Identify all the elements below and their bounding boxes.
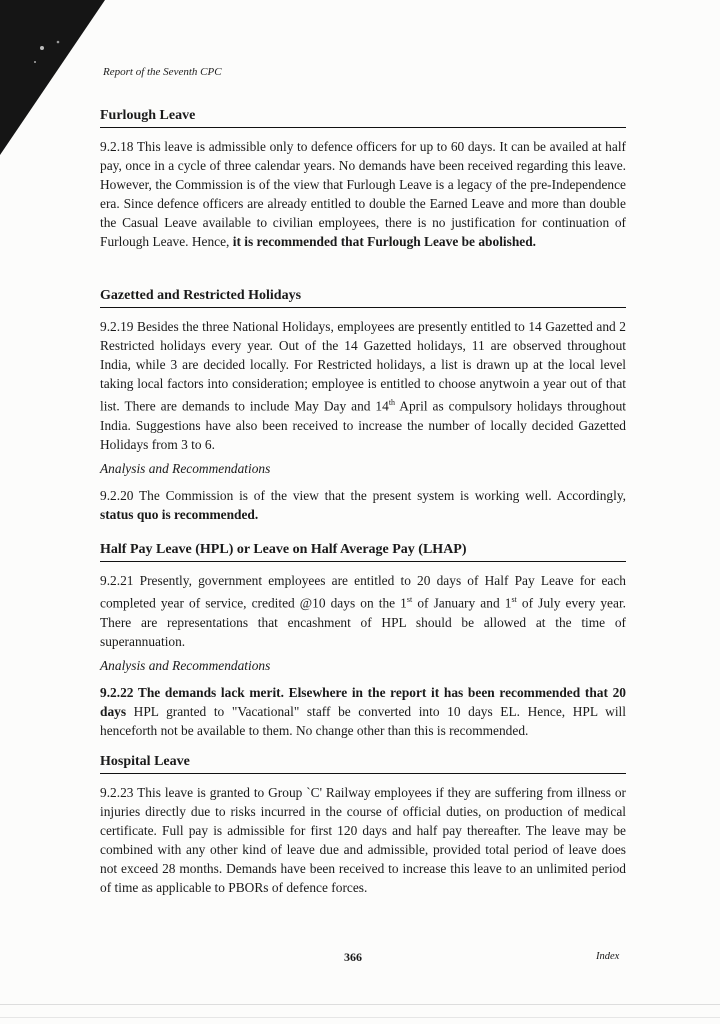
paragraph-9-2-21: 9.2.21 Presently, government employees are entitled to 20 days of Half Pay Leave for each completed year of service, credited @10 days on the 1st of January and 1st of July every year. There are representations that encashment of HPL should be allowed at the time of superannuation. bbox=[100, 573, 627, 649]
section-heading: Half Pay Leave (HPL) or Leave on Half Average Pay (LHAP) bbox=[100, 542, 626, 562]
subheading-analysis: Analysis and Recommendations bbox=[100, 461, 271, 477]
scan-artifact-line bbox=[0, 1004, 720, 1005]
paragraph-9-2-19: 9.2.19 Besides the three National Holidays, employees are presently entitled to 14 Gazetted and 2 Restricted holidays every year. Out of the 14 Gazetted holidays, 11 are observed throughout India, while 3 are decided locally. For Restricted holidays, a list is drawn up at the local level taking local factors into consideration; employee is entitled to choose anytwoin a year out of that list. There are demands to include May Day and 14th April as compulsory holidays throughout India. Suggestions have also been received to increase the number of locally decided Gazetted Holidays from 3 to 6. bbox=[100, 319, 626, 453]
paragraph-9-2-22: 9.2.22 The demands lack merit. Elsewhere in the report it has been recommended that 20 days HPL granted to "Vacational" staff be converted into 10 days EL. Hence, HPL will henceforth not be available to them. No change other than this is recommended. bbox=[100, 684, 626, 739]
section-hospital-leave bbox=[100, 754, 626, 898]
section-heading: Gazetted and Restricted Holidays bbox=[100, 288, 626, 308]
scan-corner-shadow bbox=[0, 0, 110, 160]
paragraph-9-2-20: 9.2.20 The Commission is of the view that the present system is working well. Accordingly, status quo is recommended. bbox=[100, 488, 626, 523]
section-heading: Hospital Leave bbox=[100, 754, 626, 774]
running-header: Report of the Seventh CPC bbox=[103, 66, 222, 78]
section-gazetted-holidays bbox=[100, 288, 626, 524]
section-heading: Furlough Leave bbox=[100, 108, 626, 128]
paragraph-9-2-18: 9.2.18 This leave is admissible only to defence officers for up to 60 days. It can be availed at half pay, once in a cycle of three calendar years. No demands have been received regarding this leave. However, the Commission is of the view that Furlough Leave is a legacy of the pre-Independence era. Since defence officers are already entitled to double the Earned Leave and more than double the Casual Leave available to civilian employees, there is no justification for continuation of Furlough Leave. Hence, it is recommended that Furlough Leave be abolished. bbox=[100, 139, 626, 250]
page-number: 366 bbox=[344, 950, 362, 964]
subheading-analysis: Analysis and Recommendations bbox=[100, 657, 271, 673]
index-link[interactable]: Index bbox=[596, 951, 620, 962]
paragraph-9-2-23: 9.2.23 This leave is granted to Group `C' Railway employees if they are suffering from illness or injuries directly due to risks incurred in the course of official duties, on production of medical certificate. Full pay is admissible for first 120 days and half pay thereafter. The leave may be combined with any other kind of leave due and admissible, provided total period of leave does not exceed 28 months. Demands have been received to increase this leave to an unlimited period of time as applicable to PBORs of defence forces. bbox=[100, 785, 626, 896]
section-half-pay-leave bbox=[100, 542, 626, 740]
scan-artifact-line bbox=[0, 1017, 720, 1018]
section-furlough-leave bbox=[100, 108, 626, 252]
